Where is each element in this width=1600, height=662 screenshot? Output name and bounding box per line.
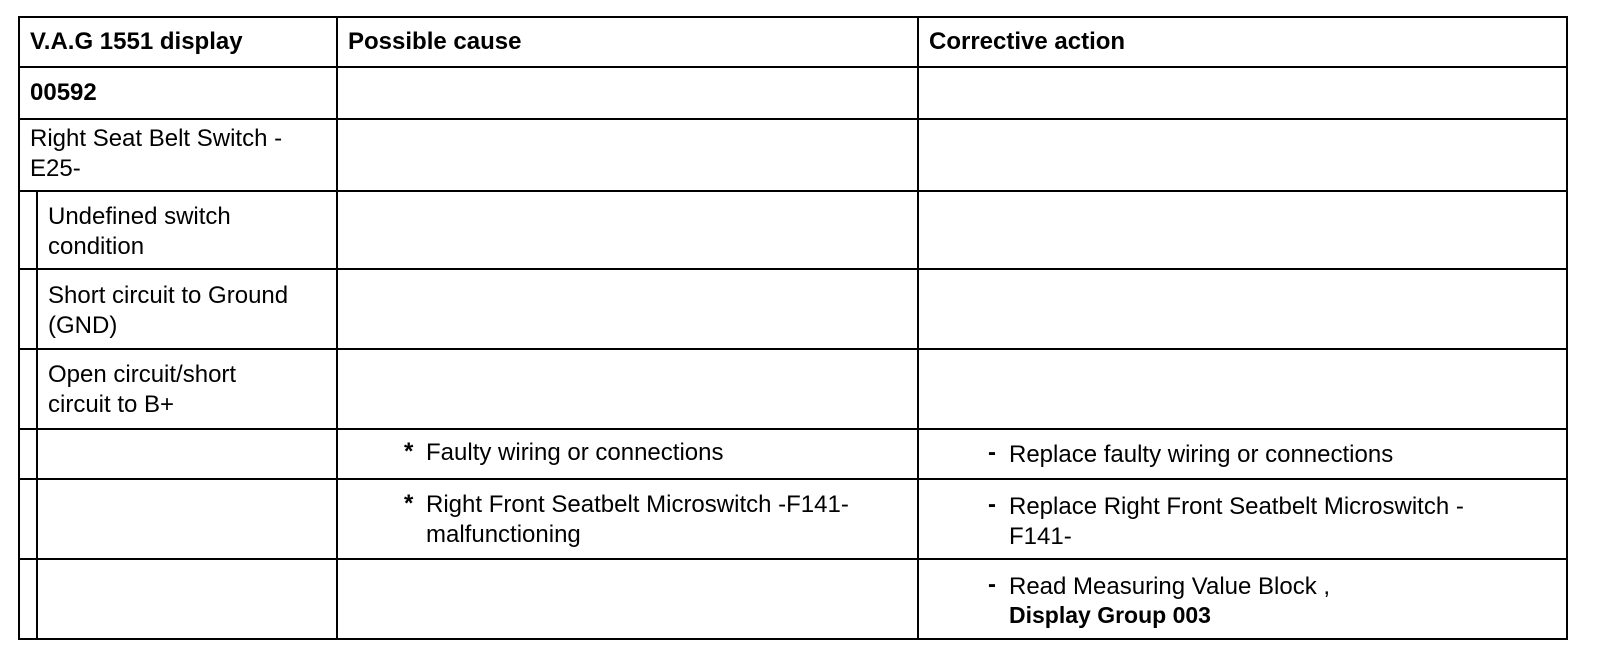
fault-type-line: (GND): [48, 312, 118, 339]
action-dash: -: [988, 491, 996, 518]
fault-type-line: Short circuit to Ground: [48, 282, 289, 309]
header-possible-cause: Possible cause: [348, 28, 522, 55]
diagnostic-table: [18, 16, 1568, 640]
action-text: F141-: [1009, 523, 1072, 550]
action-text: Replace Right Front Seatbelt Microswitch -: [1009, 493, 1464, 520]
row-divider: [18, 558, 1568, 560]
row-divider: [18, 478, 1568, 480]
row-divider: [18, 268, 1568, 270]
cause-text: Right Front Seatbelt Microswitch -F141-: [426, 491, 849, 518]
row-divider: [18, 348, 1568, 350]
header-corrective-action: Corrective action: [929, 28, 1126, 55]
fault-type-line: circuit to B+: [48, 391, 175, 418]
fault-type-line: condition: [48, 233, 145, 260]
cause-text: malfunctioning: [426, 521, 581, 548]
fault-type-line: Open circuit/short: [48, 361, 237, 388]
action-dash: -: [988, 439, 996, 466]
row-divider: [18, 66, 1568, 68]
row-divider: [18, 118, 1568, 120]
fault-code: 00592: [30, 79, 97, 106]
row-divider: [18, 428, 1568, 430]
action-text: Read Measuring Value Block ,: [1009, 573, 1331, 600]
component-name-line2: E25-: [30, 155, 81, 182]
header-display: V.A.G 1551 display: [30, 28, 243, 55]
action-dash: -: [988, 571, 996, 598]
cause-bullet: *: [404, 438, 414, 465]
action-text: Replace faulty wiring or connections: [1009, 441, 1394, 468]
column-divider: [336, 16, 338, 640]
cause-bullet: *: [404, 490, 414, 517]
fault-type-line: Undefined switch: [48, 203, 231, 230]
indent-divider: [36, 190, 38, 640]
column-divider: [917, 16, 919, 640]
row-divider: [18, 190, 1568, 192]
cause-text: Faulty wiring or connections: [426, 439, 724, 466]
action-text-link[interactable]: Display Group 003: [1009, 602, 1211, 628]
component-name-line1: Right Seat Belt Switch -: [30, 125, 283, 152]
